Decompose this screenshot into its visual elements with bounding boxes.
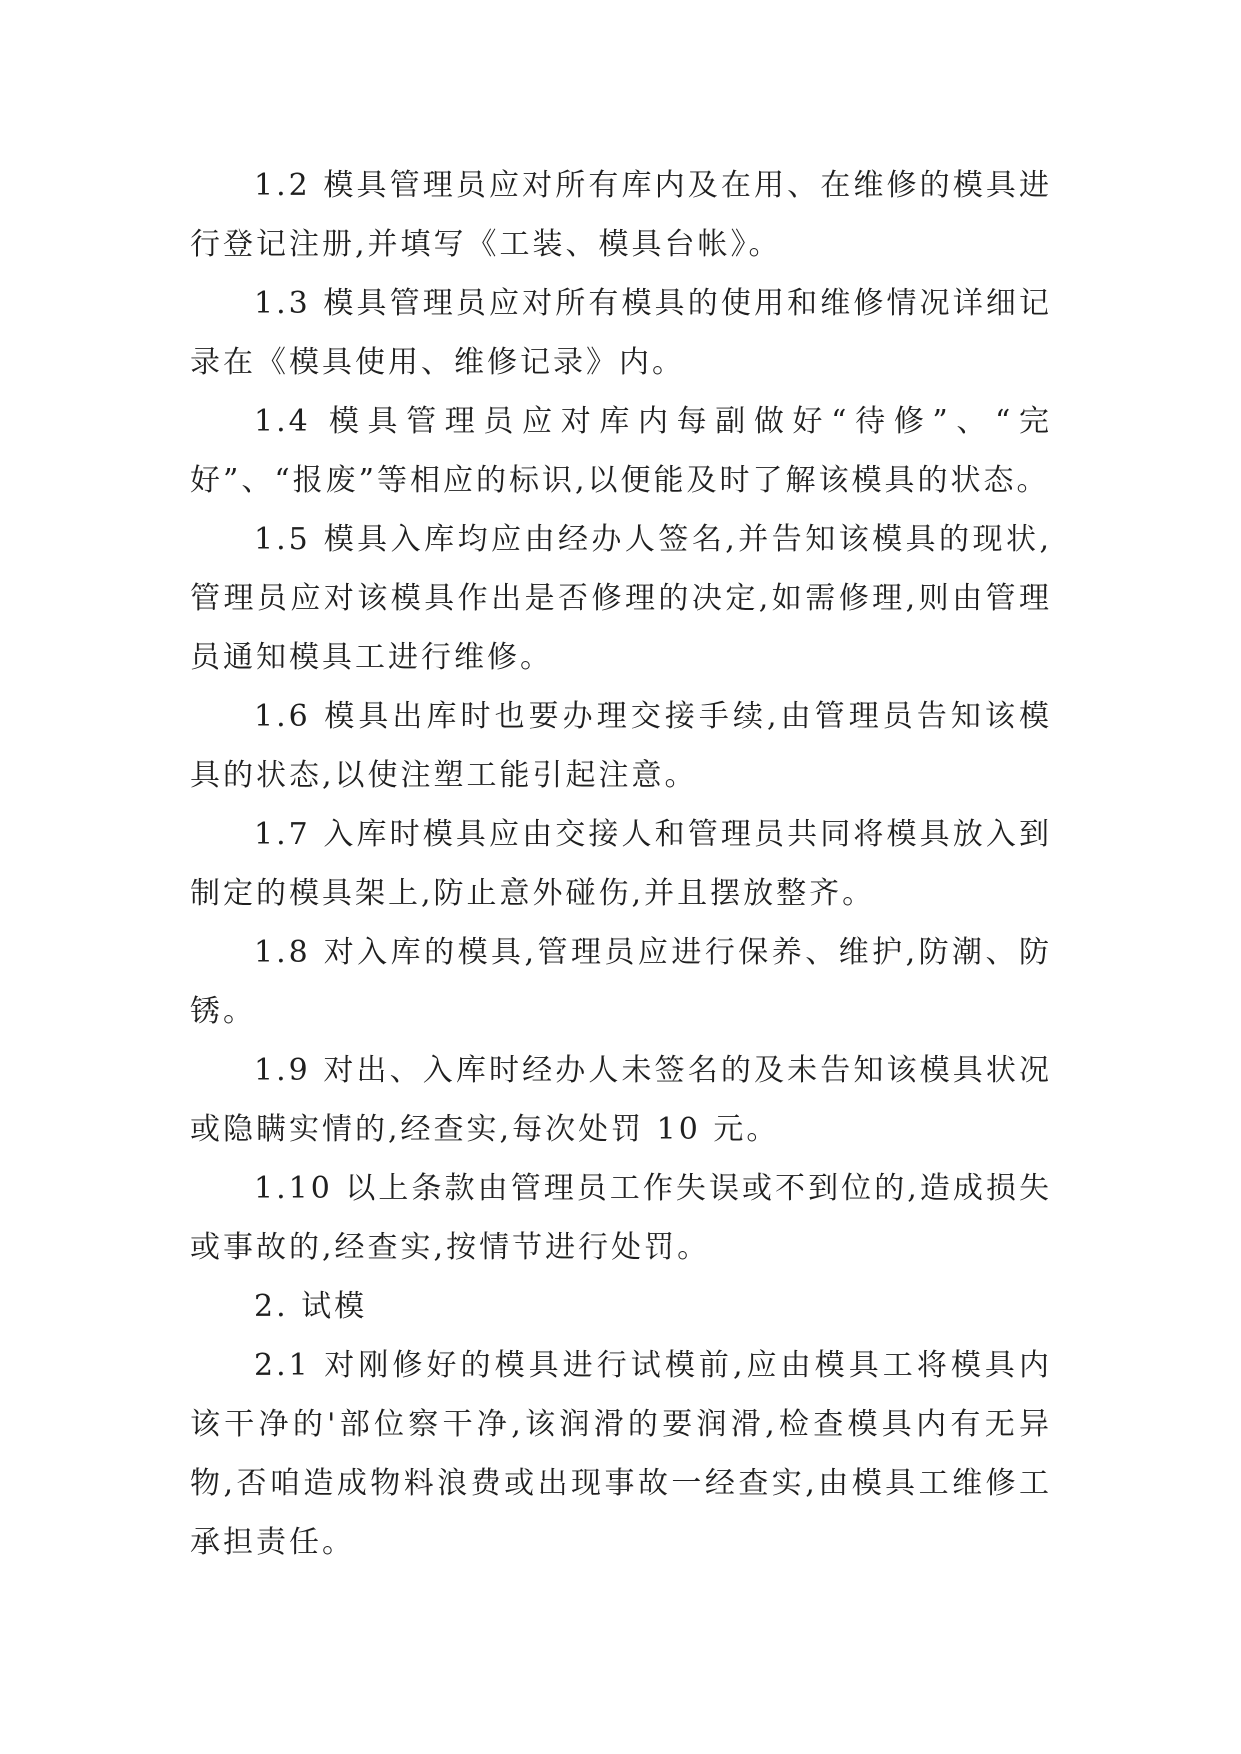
document-body xyxy=(190,156,1052,1572)
paragraph-1-5: 1.5 模具入库均应由经办人签名,并告知该模具的现状,管理员应对该模具作出是否修理的决定,如需修理,则由管理员通知模具工进行维修。 xyxy=(190,522,1052,675)
paragraph-1-2: 1.2 模具管理员应对所有库内及在用、在维修的模具进行登记注册,并填写《工装、模具台帐》。 xyxy=(190,168,1052,262)
paragraph-1-9: 1.9 对出、入库时经办人未签名的及未告知该模具状况或隐瞒实情的,经查实,每次处罚 10 元。 xyxy=(190,1053,1052,1147)
section-heading-2: 2. 试模 xyxy=(254,1289,368,1324)
paragraph-1-4: 1.4 模具管理员应对库内每副做好“待修”、“完好”、“报废”等相应的标识,以便能及时了解该模具的状态。 xyxy=(190,404,1052,498)
paragraph-2-1: 2.1 对刚修好的模具进行试模前,应由模具工将模具内该干净的'部位察干净,该润滑的要润滑,检查模具内有无异物,否咱造成物料浪费或出现事故一经查实,由模具工维修工承担责任。 xyxy=(190,1348,1052,1560)
paragraph-1-10: 1.10 以上条款由管理员工作失误或不到位的,造成损失或事故的,经查实,按情节进行处罚。 xyxy=(190,1171,1052,1265)
paragraph-1-7: 1.7 入库时模具应由交接人和管理员共同将模具放入到制定的模具架上,防止意外碰伤,并且摆放整齐。 xyxy=(190,817,1052,911)
paragraph-1-3: 1.3 模具管理员应对所有模具的使用和维修情况详细记录在《模具使用、维修记录》内。 xyxy=(190,286,1052,380)
paragraph-1-6: 1.6 模具出库时也要办理交接手续,由管理员告知该模具的状态,以使注塑工能引起注意。 xyxy=(190,699,1052,793)
paragraph-1-8: 1.8 对入库的模具,管理员应进行保养、维护,防潮、防锈。 xyxy=(190,935,1052,1029)
